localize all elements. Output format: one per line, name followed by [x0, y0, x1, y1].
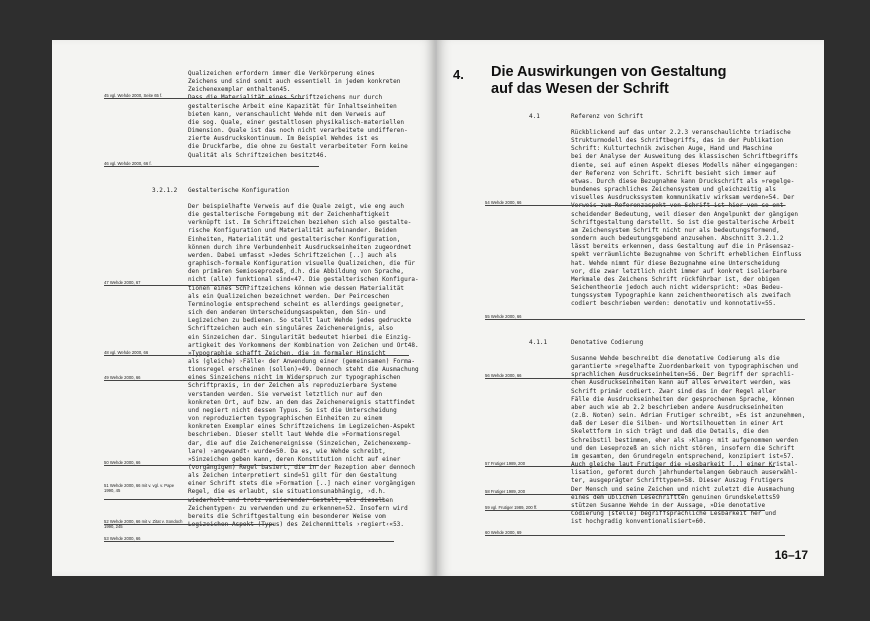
right-footnote: 58 Frutiger 1989, 200 — [485, 489, 526, 494]
chapter-number: 4. — [453, 67, 464, 82]
right-footnote: 55 Wehde 2000, 66 — [485, 314, 522, 319]
footnote-rule — [485, 510, 765, 511]
chapter-title: Die Auswirkungen von Gestaltung auf das Wesen der Schrift — [491, 64, 727, 97]
footnote-rule — [104, 166, 319, 167]
left-page — [52, 40, 435, 576]
page-numbers: 16–17 — [774, 548, 808, 562]
left-footnote: 52 Wehde 2000, 66 mit v. Zitat v. Sondoch 1990, 245 — [104, 519, 183, 529]
left-section-title: Gestalterische Konfiguration — [188, 187, 290, 194]
footnote-rule — [485, 319, 805, 320]
footnote-rule — [104, 98, 304, 99]
book-spread — [52, 40, 824, 578]
footnote-rule — [485, 378, 715, 379]
right-section-1-title: Referenz von Schrift — [571, 113, 644, 120]
footnote-rule — [104, 524, 274, 525]
left-body-block-2: Der beispielhafte Verweis auf die Quale zeigt, wie eng auch die gestalterische Formgebung mit der Zeichenhaftigkeit verknüpft ist. Im Schriftzeichen beziehen sich also gestalte- rische Konfiguration und Materialität aufeinander. Beiden Einheiten, Materialität und gestalterischer Konfiguration, können durch ihre Verbundenheit Ausdruckseinheiten zugeordnet werden. Dabei umfasst »Jedes Schriftzeichen [..] auch als graphisch-formale Konfiguration visuelle Qualizeichen, die für den primären Semioseprozeß, d.h. die Abbildung von Sprache, nicht (alle) funktional sind«47. Die gestalterischen Konfigura- tionen eines Schriftzeichens können wie dessen Materialität als ein Qualizeichen bezeichnet werden. Der Peirceschen Terminologie entsprechend scheint es allerdings geeigneter, sich den anderen Unterscheidungsaspekten, dem Sin- und Legizeichen zu bedienen. So stellt laut Wehde jedes gedruckte Schriftzeichen auch ein singuläres Zeichenereignis, also ein Sinzeichen dar. Singularität bedeutet hierbei die Einzig- artigkeit des Vorkommens der Kombination von Zeichen und Ort48. »Typographie schafft Zeichen, die in formaler Hinsicht als (gleiche) ›Fälle‹ der Anwendung einer (gemeinsamen) Forma- tionsregel erscheinen (sollen)«49. Dennoch steht die Ausmachung eines Sinzeichens nicht im Widerspruch zur typographischen Schriftpraxis, in der Zeichen als reproduzierbare Systeme verstanden werden. Sie verweist letztlich nur auf den konkreten Ort, auf bzw. an dem das Zeichenereignis stattfindet und negiert nicht dessen Typus. So ist die Unterscheidung von reproduzierten typographischen Einheiten zu einem konkreten Exemplar eines Schriftzeichens im Legizeichen-Aspekt beschrieben. Dieser stellt laut Wehde die »Formationsregel dar, die auf die Zeichenereignisse (Sinzeichen, Zeichenexemp- lare) ›angewandt‹ wurde«50. Da es, wie Wehde schreibt, »Sinzeichen geben kann, deren Konstitution nicht auf einer (vorgängigen) Regel basiert, die in der Rezeption aber dennoch als Zeichen interpretiert sind«51 gilt für den Gestaltung einer Schrift stets die »Formation [..] nach einer vorgängigen Regel, die es erlaubt, sie situationsunabhängig, ›d.h. wiederholt und trotz variierender Gestalt, als dieselben Zeichentypen‹ zu verwenden und zu erkennen«52. Insofern wird bereits die Schriftgestaltung ein besonderer Weise vom Legizeichen-Aspekt (Typus) des Zeichenmittels ›regiert‹«53. — [188, 203, 419, 529]
right-body-block-2: Susanne Wehde beschreibt die denotative Codierung als die garantierte »regelhafte Zuordenbarkeit von typographischen und sprachlichen Ausdruckseinheiten«56. Der Begriff der sprachli- chen Ausdruckseinheiten kann auf alles erweitert werden, was Schrift primär codiert. Zwar sind das in der Regel aller Fälle die Ausdruckseinheiten der gesprochenen Sprache, können aber auch wie ab 2.2 beschrieben andere Ausdruckseinheiten (z.B. Noten) sein. Adrian Frutiger schreibt, »Es ist anzunehmen, daß der Leser die Silben- und Wortsilhouetten in einer Art Skelettform in sich trägt und daß die Details, die den Schreibstil bestimmen, eher als ›Klang‹ mit aufgenommen werden und den Leseprozeß an sich nicht stören, insofern die Schrift im gesamten, den Grundregeln entsprechend, konzipiert ist«57. Auch gleiche laut Frutiger die »Lesbarkeit [..] einer Kristal- lisation, geformt durch jahrhundertelangen Gebrauch auserwähl- ter, ausgeprägter Schrifttypen«58. Dieser Auszug Frutigers Der Mensch und seine Zeichen und nicht zuletzt die Ausmachung eines dem üblichen Lesechriftten genuinen Grundskeletts59 stützen Susanne Wehde in der Aussage, »Die denotative Codierung [stelle] begriffsprachliche Lesbarkeit her und ist hochgradig konventionalisiert«60. — [571, 355, 806, 526]
right-body-block-1: Rückblickend auf das unter 2.2.3 veranschaulichte triadische Strukturmodell des Schriftbegriffs, das in der Publikation Schrift: Kulturtechnik zwischen Auge, Hand und Maschine bei der Analyse der Ausweitung des klassischen Schriftbegriffs diente, sei auf einen Aspekt dieses Modells näher eingegangen: der Referenz von Schrift. Schrift besieht sich immer auf etwas. Durch diese Bezugnahme kann Druckschrift als »regelge- bundenes sprachliches Zeichensystem und gleichzeitig als visuelles Ausdruckssystem kommunikativ wirksam werden«54. Der Verweis zum Referenzaspekt von Schrift ist hier von so ent- scheidender Bedeutung, weil dieser den Angelpunkt der gängigen Schriftgestaltung darstellt. So ist die gestalterische Arbeit am Zeichensystem Schrift nicht nur als bedeutungsformend, sondern auch bedeutungsgebend anzusehen. Abschnitt 3.2.1.2 lässt bereits erkennen, dass Gestaltung auf die in Präsensaz- spekt verräumlichte Bezugnahme von Schrift erheblichen Einfluss hat. Wehde nimmt für diese Bezugnahme eine Unterscheidung vor, die zwar letztlich nicht immer auf konkret isolierbare Merkmale des Zeichens Schrift rückführbar ist, der obigen Seichentheorie jedoch auch nicht widerspricht: »Das Bedeu- tungssystem Typographie kann zeichentheoretisch als zweifach codiert beschrieben werden: denotativ und konnotativ«55. — [571, 129, 802, 308]
left-footnote: 50 Wehde 2000, 66 — [104, 460, 141, 465]
footnote-rule — [485, 205, 785, 206]
right-footnote: 59 vgl. Frutiger 1989, 200 ff. — [485, 505, 538, 510]
footnote-rule — [104, 380, 304, 381]
left-footnote: 53 Wehde 2000, 66 — [104, 536, 141, 541]
right-footnote: 57 Frutiger 1989, 200 — [485, 461, 526, 466]
right-section-1-number: 4.1 — [529, 113, 540, 120]
footnote-rule — [104, 285, 249, 286]
left-section-number: 3.2.1.2 — [152, 187, 178, 194]
left-footnote: 46 vgl. Wehde 2000, 66 f. — [104, 161, 152, 166]
left-footnote: 45 vgl. Wehde 2000, Seite 65 f. — [104, 93, 163, 98]
footnote-rule — [485, 494, 685, 495]
left-footnote: 47 Wehde 2000, 67 — [104, 280, 141, 285]
left-footnote: 49 Wehde 2000, 66 — [104, 375, 141, 380]
right-footnote: 54 Wehde 2000, 66 — [485, 200, 522, 205]
footnote-rule — [104, 499, 384, 500]
right-section-2-title: Denotative Codierung — [571, 339, 644, 346]
right-section-2-number: 4.1.1 — [529, 339, 548, 346]
left-footnote: 51 Wehde 2000, 66 mit v. vgl. v. Pape 1990, 45 — [104, 483, 175, 493]
footnote-rule — [485, 466, 775, 467]
right-page — [437, 40, 824, 576]
footnote-rule — [485, 535, 785, 536]
left-footnote: 48 vgl. Wehde 2000, 66 — [104, 350, 149, 355]
left-body-block-1: Qualizeichen erfordern immer die Verkörperung eines Zeichens und sind somit auch essentiell in jedem konkreten Zeichenexemplar enthalten45. Dass die Materialität eines Schriftzeichens nur durch gestalterische Arbeit eine Kapazität für Inhaltseinheiten bieten kann, veranschaulicht Wehde mit dem Verweis auf die sog. Quale, einer gestaltlosen physikalisch-materiellen Dimension. Quale ist das noch nicht verarbeitete undifferen- zierte Ausdruckskontinuum. Im Beispiel Wehdes ist es die Druckfarbe, die ohne zu Gestalt verarbeiteter Form keine Qualität als Schriftzeichen besitzt46. — [188, 70, 408, 159]
footnote-rule — [104, 541, 394, 542]
footnote-rule — [104, 465, 319, 466]
right-footnote: 60 Wehde 2000, 69 — [485, 530, 522, 535]
right-footnote: 56 Wehde 2000, 66 — [485, 373, 522, 378]
footnote-rule — [104, 355, 409, 356]
